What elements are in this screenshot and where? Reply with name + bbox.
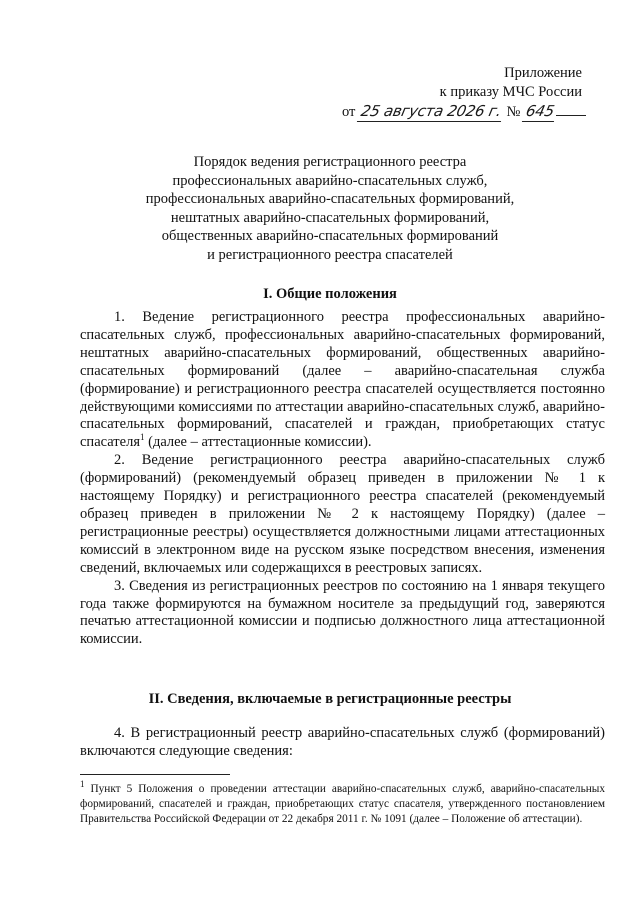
paragraph-3: 3. Сведения из регистрационных реестров по состоянию на 1 января текущего года также формируются на бумажном носителе за предыдущий год, заверяются печатью аттестационной комиссии и подписью должностного лица аттестационной комиссии. xyxy=(80,577,605,648)
appendix-header xyxy=(342,64,582,122)
section-2-body xyxy=(80,725,605,761)
order-reference: к приказу МЧС России xyxy=(439,84,582,100)
title-line: и регистрационного реестра спасателей xyxy=(207,246,453,263)
number-label: № xyxy=(506,104,521,120)
title-line: нештатных аварийно-спасательных формирований, xyxy=(170,209,490,226)
footnote-ref: 1 xyxy=(139,432,145,443)
handwritten-number: 645 xyxy=(522,102,558,122)
title-line: Порядок ведения регистрационного реестра xyxy=(193,154,467,170)
appendix-label: Приложение xyxy=(504,65,582,81)
section-1-body xyxy=(80,309,605,649)
paragraph-4: 4. В регистрационный реестр аварийно-спасательных служб (формирований) включаются следующие сведения: xyxy=(80,725,605,759)
section-heading-2: II. Сведения, включаемые в регистрационные реестры xyxy=(148,691,512,707)
title-line: профессиональных аварийно-спасательных формирований, xyxy=(145,191,515,207)
paragraph-1 xyxy=(80,309,605,452)
paragraph-2: 2. Ведение регистрационного реестра аварийно-спасательных служб (формирований) (рекомендуемый образец приведен в приложении № 1 к настоящему Порядку) и регистрационного реестра спасателей (рекомендуемый образец приведен в приложении № 2 к настоящему Порядку) (далее – регистрационные реестры) осуществляется должностными лицами аттестационных комиссий в электронном виде на русском языке посредством внесения, изменения сведений, включаемых или содержащихся в реестровых записях. xyxy=(80,452,605,576)
number-underline xyxy=(556,103,586,116)
paragraph-1-end: (далее – аттестационные комиссии). xyxy=(144,434,372,451)
paragraph-1-text: 1. Ведение регистрационного реестра профессиональных аварийно-спасательных служб, профессиональных аварийно-спасательных формирований, нештатных аварийно-спасательных формирований, общественных аварийно-спасательных формирований (далее – аварийно-спасательная служба (формирование) и регистрационного реестра спасателей осуществляется постоянно действующими комиссиями по аттестации аварийно-спасательных служб, аварийно-спасательных формирований, спасателей и граждан, приобретающих статус спасателя xyxy=(80,309,605,451)
date-prefix: от xyxy=(342,104,356,120)
handwritten-date: 25 августа 2026 г. xyxy=(357,102,505,122)
footnote-marker: 1 xyxy=(80,779,85,790)
footnote-separator xyxy=(80,774,230,775)
section-heading-1: I. Общие положения xyxy=(263,286,397,302)
document-title xyxy=(80,153,580,264)
footnote xyxy=(80,779,605,827)
title-line: общественных аварийно-спасательных формирований xyxy=(161,228,499,244)
title-line: профессиональных аварийно-спасательных служб, xyxy=(172,172,488,189)
footnote-text: Пункт 5 Положения о проведении аттестации аварийно-спасательных служб, аварийно-спасательных формирований, спасателей и граждан, приобретающих статус спасателя, утвержденного постановлением Правительства Российской Федерации от 22 декабря 2011 г. № 1091 (далее – Положение об аттестации). xyxy=(80,783,605,825)
order-date-number xyxy=(342,102,582,122)
